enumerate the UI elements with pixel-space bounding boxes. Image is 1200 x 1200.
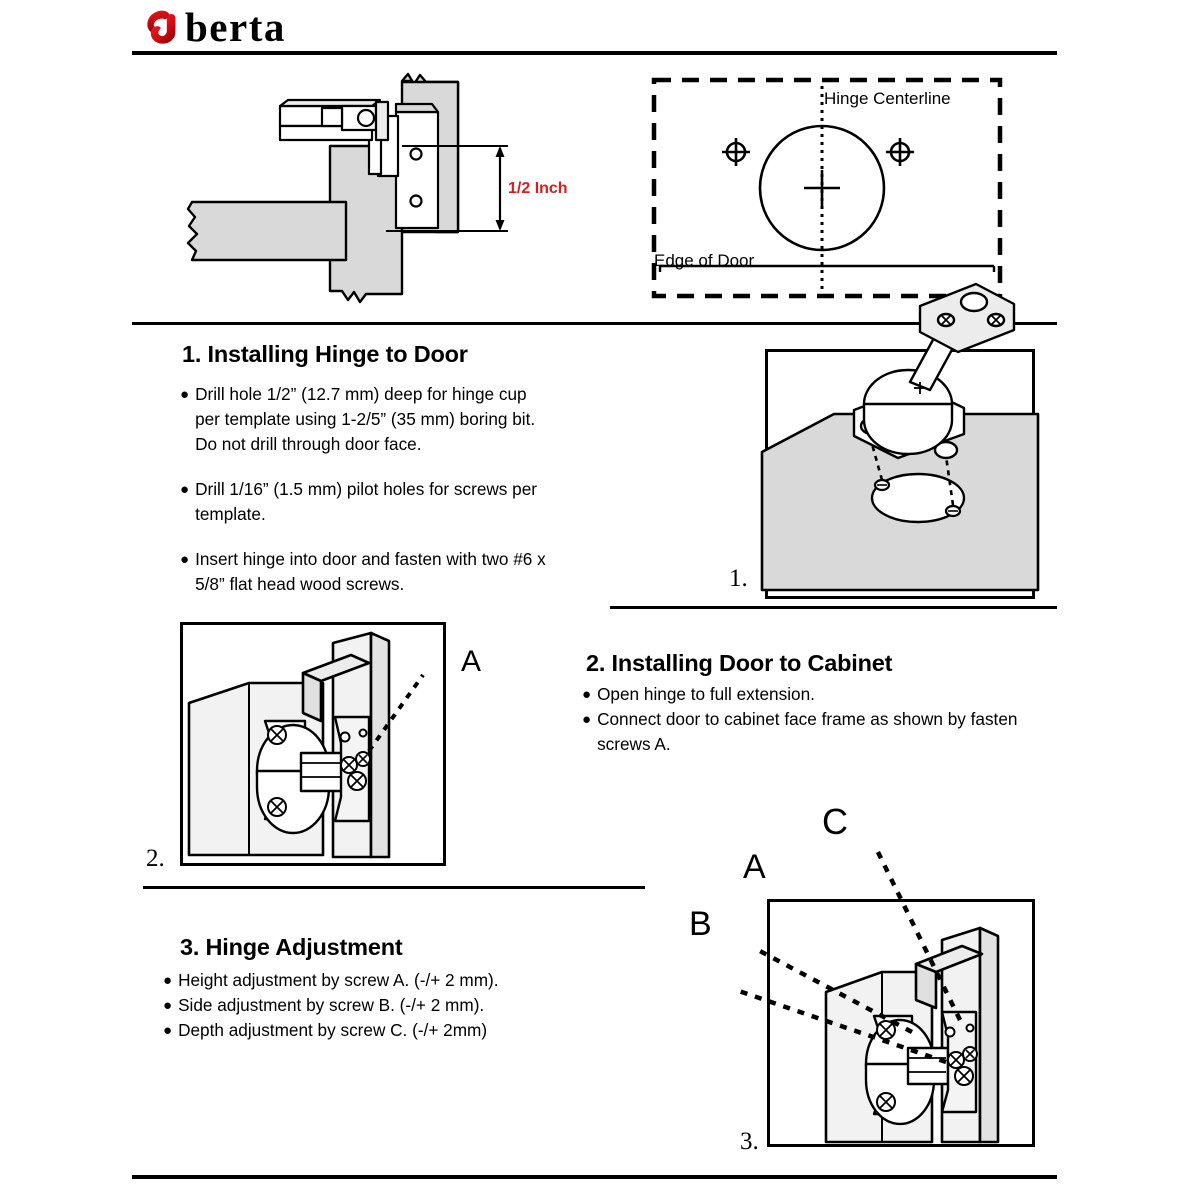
bullet-text: Open hinge to full extension. [597,684,815,704]
bullet-text: Side adjustment by screw B. (-/+ 2 mm). [178,995,485,1015]
bullet-dot-icon: ● [582,711,592,728]
bullet-item [180,547,550,597]
step-2-bullets [582,682,1042,757]
step-3-figure [767,899,1035,1147]
bullet-text: Height adjustment by screw A. (-/+ 2 mm). [178,970,499,990]
bullet-dot-icon: ● [163,972,173,989]
bullet-dot-icon: ● [180,481,190,498]
bullet-dot-icon: ● [180,386,190,403]
bullet-dot-icon: ● [163,997,173,1014]
step-1-bullets [180,382,550,597]
callout-label-b-step3: B [689,905,712,943]
bullet-text: Insert hinge into door and fasten with two #6 x 5/8” flat head wood screws. [195,549,546,594]
step-1-figure-label: 1. [729,565,748,592]
bullet-item [163,993,593,1018]
berta-swirl-logo-icon [143,7,183,47]
bullet-item [582,682,1042,707]
step-2-title: 2. Installing Door to Cabinet [586,650,893,676]
callout-label-a-step2: A [461,645,482,678]
brand-name: berta [185,4,286,50]
hinge-centerline-label: Hinge Centerline [824,89,951,108]
step-1-title: 1. Installing Hinge to Door [182,341,468,367]
bullet-text: Depth adjustment by screw C. (-/+ 2mm) [178,1020,488,1040]
bullet-item [163,1018,593,1043]
bullet-text: Connect door to cabinet face frame as shown by fasten screws A. [597,709,1018,754]
bullet-dot-icon: ● [180,551,190,568]
step-2-figure [180,622,446,866]
bullet-text: Drill 1/16” (1.5 mm) pilot holes for screws per template. [195,479,537,524]
step-3-title: 3. Hinge Adjustment [180,934,403,960]
bullet-item [180,477,550,527]
step-2-figure-label: 2. [146,845,165,872]
bullet-item [163,968,593,993]
bullet-dot-icon: ● [582,686,592,703]
section-rule-step2 [143,886,645,889]
bullet-item [180,382,550,457]
brand-logo [143,4,286,50]
bullet-text: Drill hole 1/2” (12.7 mm) deep for hinge cup per template using 1-2/5” (35 mm) boring bit. Do not drill through door face. [195,384,536,454]
step-3-figure-label: 3. [740,1128,759,1155]
section-rule-step1 [610,606,1057,609]
dimension-label-half-inch: 1/2 Inch [508,180,568,197]
bullet-dot-icon: ● [163,1022,173,1039]
step-1-figure [765,349,1035,599]
section-rule-top [132,322,1057,325]
edge-of-door-label: Edge of Door [654,251,755,270]
callout-label-c-step3: C [822,801,848,842]
header-rule [132,51,1057,55]
callout-label-a-step3: A [743,848,766,886]
step-3-bullets [163,968,593,1043]
footer-rule [132,1175,1057,1179]
bullet-item [582,707,1042,757]
